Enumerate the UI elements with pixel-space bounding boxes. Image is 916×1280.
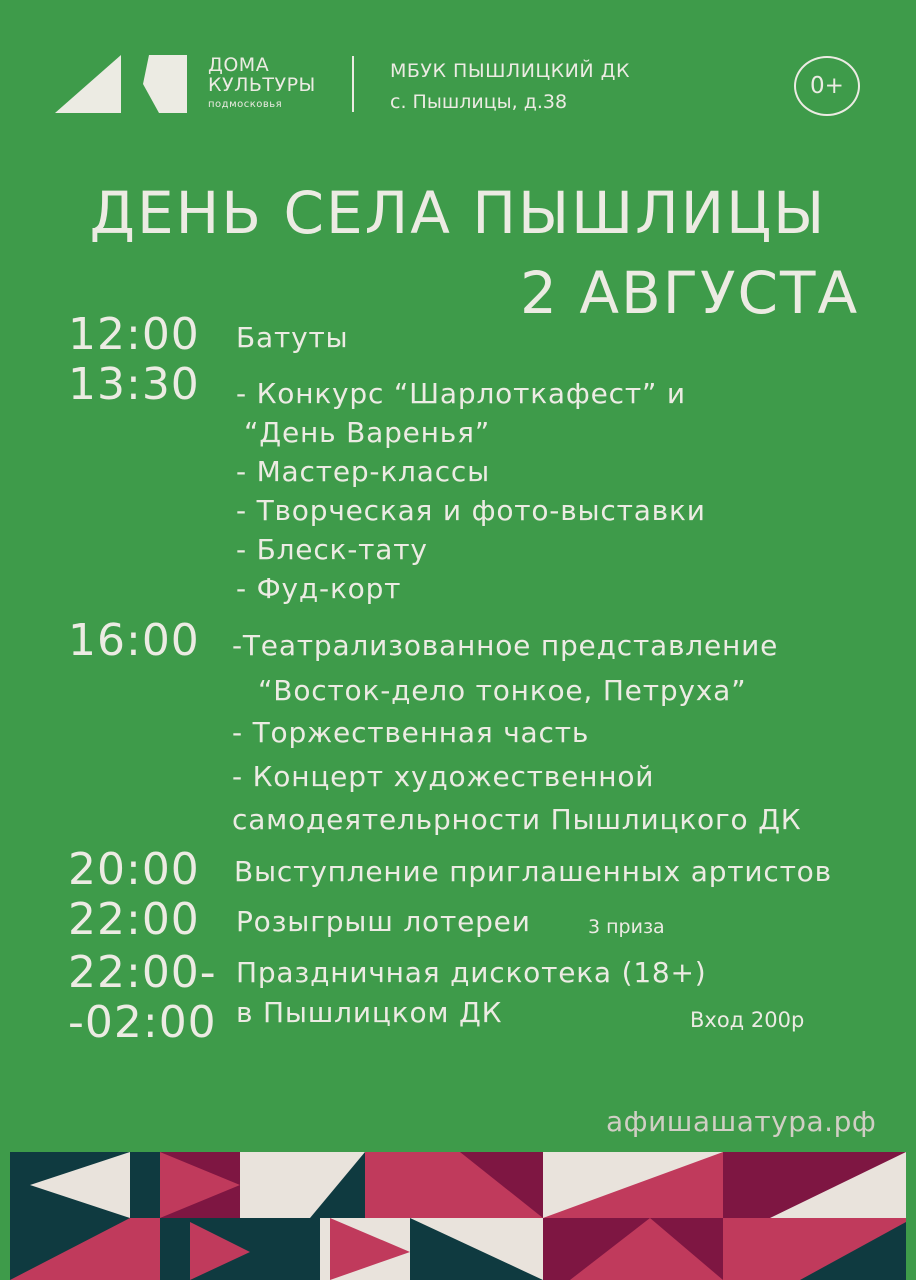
schedule-item: Выступление приглашенных артистов	[234, 855, 832, 888]
schedule-item: самодеятельрности Пышлицкого ДК	[232, 803, 802, 836]
age-rating-badge: 0+	[794, 56, 860, 116]
logo-icon	[55, 55, 195, 113]
organization-address: с. Пышлицы, д.38	[390, 91, 568, 113]
logo-subtitle: подмосковья	[208, 99, 283, 110]
schedule-item: - Конкурс “Шарлоткафест” и	[236, 377, 686, 410]
schedule-time: 16:00	[68, 615, 200, 666]
schedule-item: Праздничная дискотека (18+)	[236, 956, 707, 989]
schedule-item: - Концерт художественной	[232, 760, 655, 793]
schedule-item: “День Варенья”	[244, 416, 491, 449]
schedule-time: 13:30	[68, 359, 200, 410]
schedule-item: Розыгрыш лотереи	[236, 905, 531, 938]
website-link[interactable]: афишашатура.рф	[606, 1105, 877, 1138]
schedule-item: “Восток-дело тонкое, Петруха”	[258, 674, 747, 707]
schedule-item: -Театрализованное представление	[232, 629, 779, 662]
organization-name: МБУК ПЫШЛИЦКИЙ ДК	[390, 60, 630, 82]
schedule-time-end: -02:00	[68, 997, 217, 1048]
schedule-item: - Фуд-корт	[236, 572, 402, 605]
logo-text-line1: ДОМА	[208, 54, 270, 76]
schedule-item: - Творческая и фото-выставки	[236, 494, 706, 527]
schedule-item: - Блеск-тату	[236, 533, 428, 566]
lottery-note: 3 приза	[588, 916, 665, 938]
schedule-item: в Пышлицком ДК	[236, 996, 503, 1029]
schedule-time: 20:00	[68, 844, 200, 895]
schedule-item: Батуты	[236, 321, 349, 354]
schedule-time: 12:00	[68, 309, 200, 360]
schedule-item: - Торжественная часть	[232, 716, 590, 749]
header-divider	[352, 56, 354, 112]
entry-price-note: Вход 200р	[690, 1008, 805, 1032]
event-title: ДЕНЬ СЕЛА ПЫШЛИЦЫ	[89, 179, 827, 247]
schedule-time: 22:00	[68, 894, 200, 945]
schedule-time: 22:00-	[68, 947, 217, 998]
event-date: 2 АВГУСТА	[520, 259, 860, 327]
logo-text-line2: КУЛЬТУРЫ	[208, 74, 316, 96]
decorative-pattern-band	[10, 1152, 906, 1280]
schedule-item: - Мастер-классы	[236, 455, 490, 488]
